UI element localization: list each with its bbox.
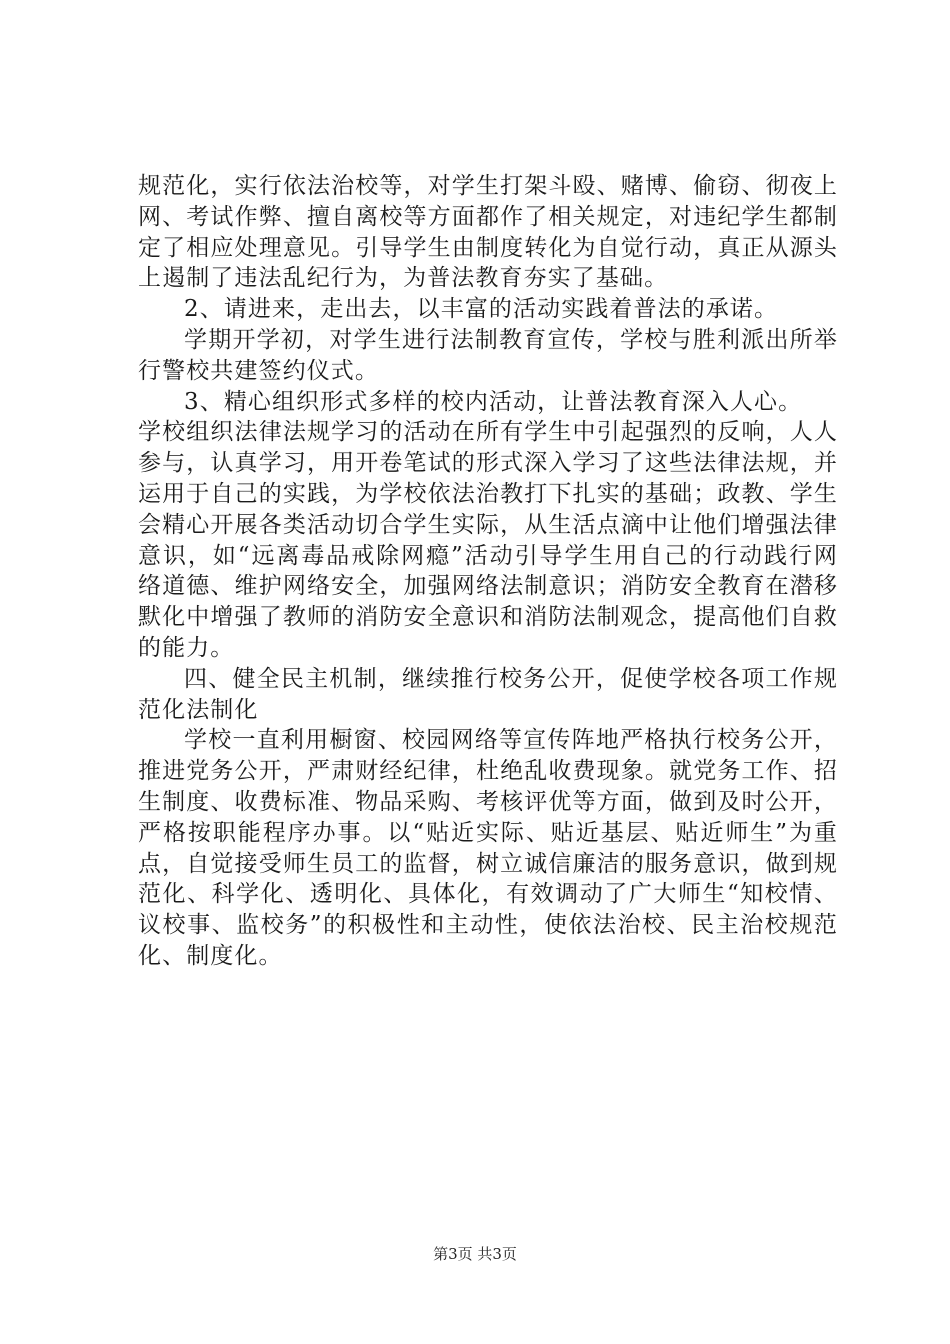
paragraph-law-study: 学校组织法律法规学习的活动在所有学生中引起强烈的反响，人人参与，认真学习，用开卷笔试的形式深入学习了这些法律法规，并运用于自己的实践，为学校依法治教打下扎实的基础；政教、学生会精心开展各类活动切合学生实际，从生活点滴中让他们增强法律意识，如“远离毒品戒除网瘾”活动引导学生用自己的行动践行网络道德、维护网络安全，加强网络法制意识；消防安全教育在潜移默化中增强了教师的消防安全意识和消防法制观念，提高他们自救的能力。 — [138, 419, 838, 661]
paragraph-police-school: 学期开学初，对学生进行法制教育宣传，学校与胜利派出所举行警校共建签约仪式。 — [138, 326, 838, 384]
paragraph-heading-2: 2、请进来，走出去，以丰富的活动实践着普法的承诺。 — [184, 296, 779, 323]
paragraph-heading-3: 3、精心组织形式多样的校内活动，让普法教育深入人心。 — [184, 388, 803, 415]
page-number: 第3页 共3页 — [433, 1245, 517, 1263]
document-body — [138, 171, 838, 972]
paragraph-school-rules: 规范化，实行依法治校等，对学生打架斗殴、赌博、偷窃、彻夜上网、考试作弊、擅自离校等方面都作了相关规定，对违纪学生都制定了相应处理意见。引导学生由制度转化为自觉行动，真正从源头上遏制了违法乱纪行为，为普法教育夯实了基础。 — [138, 173, 838, 292]
page-footer — [0, 1243, 950, 1264]
paragraph-section-4-heading: 四、健全民主机制，继续推行校务公开，促使学校各项工作规范化法制化 — [138, 665, 838, 723]
paragraph-affairs-disclosure: 学校一直利用橱窗、校园网络等宣传阵地严格执行校务公开，推进党务公开，严肃财经纪律，杜绝乱收费现象。就党务工作、招生制度、收费标准、物品采购、考核评优等方面，做到及时公开，严格按职能程序办事。以“贴近实际、贴近基层、贴近师生”为重点，自觉接受师生员工的监督，树立诚信廉洁的服务意识，做到规范化、科学化、透明化、具体化，有效调动了广大师生“知校情、议校事、监校务”的积极性和主动性，使依法治校、民主治校规范化、制度化。 — [138, 727, 838, 969]
